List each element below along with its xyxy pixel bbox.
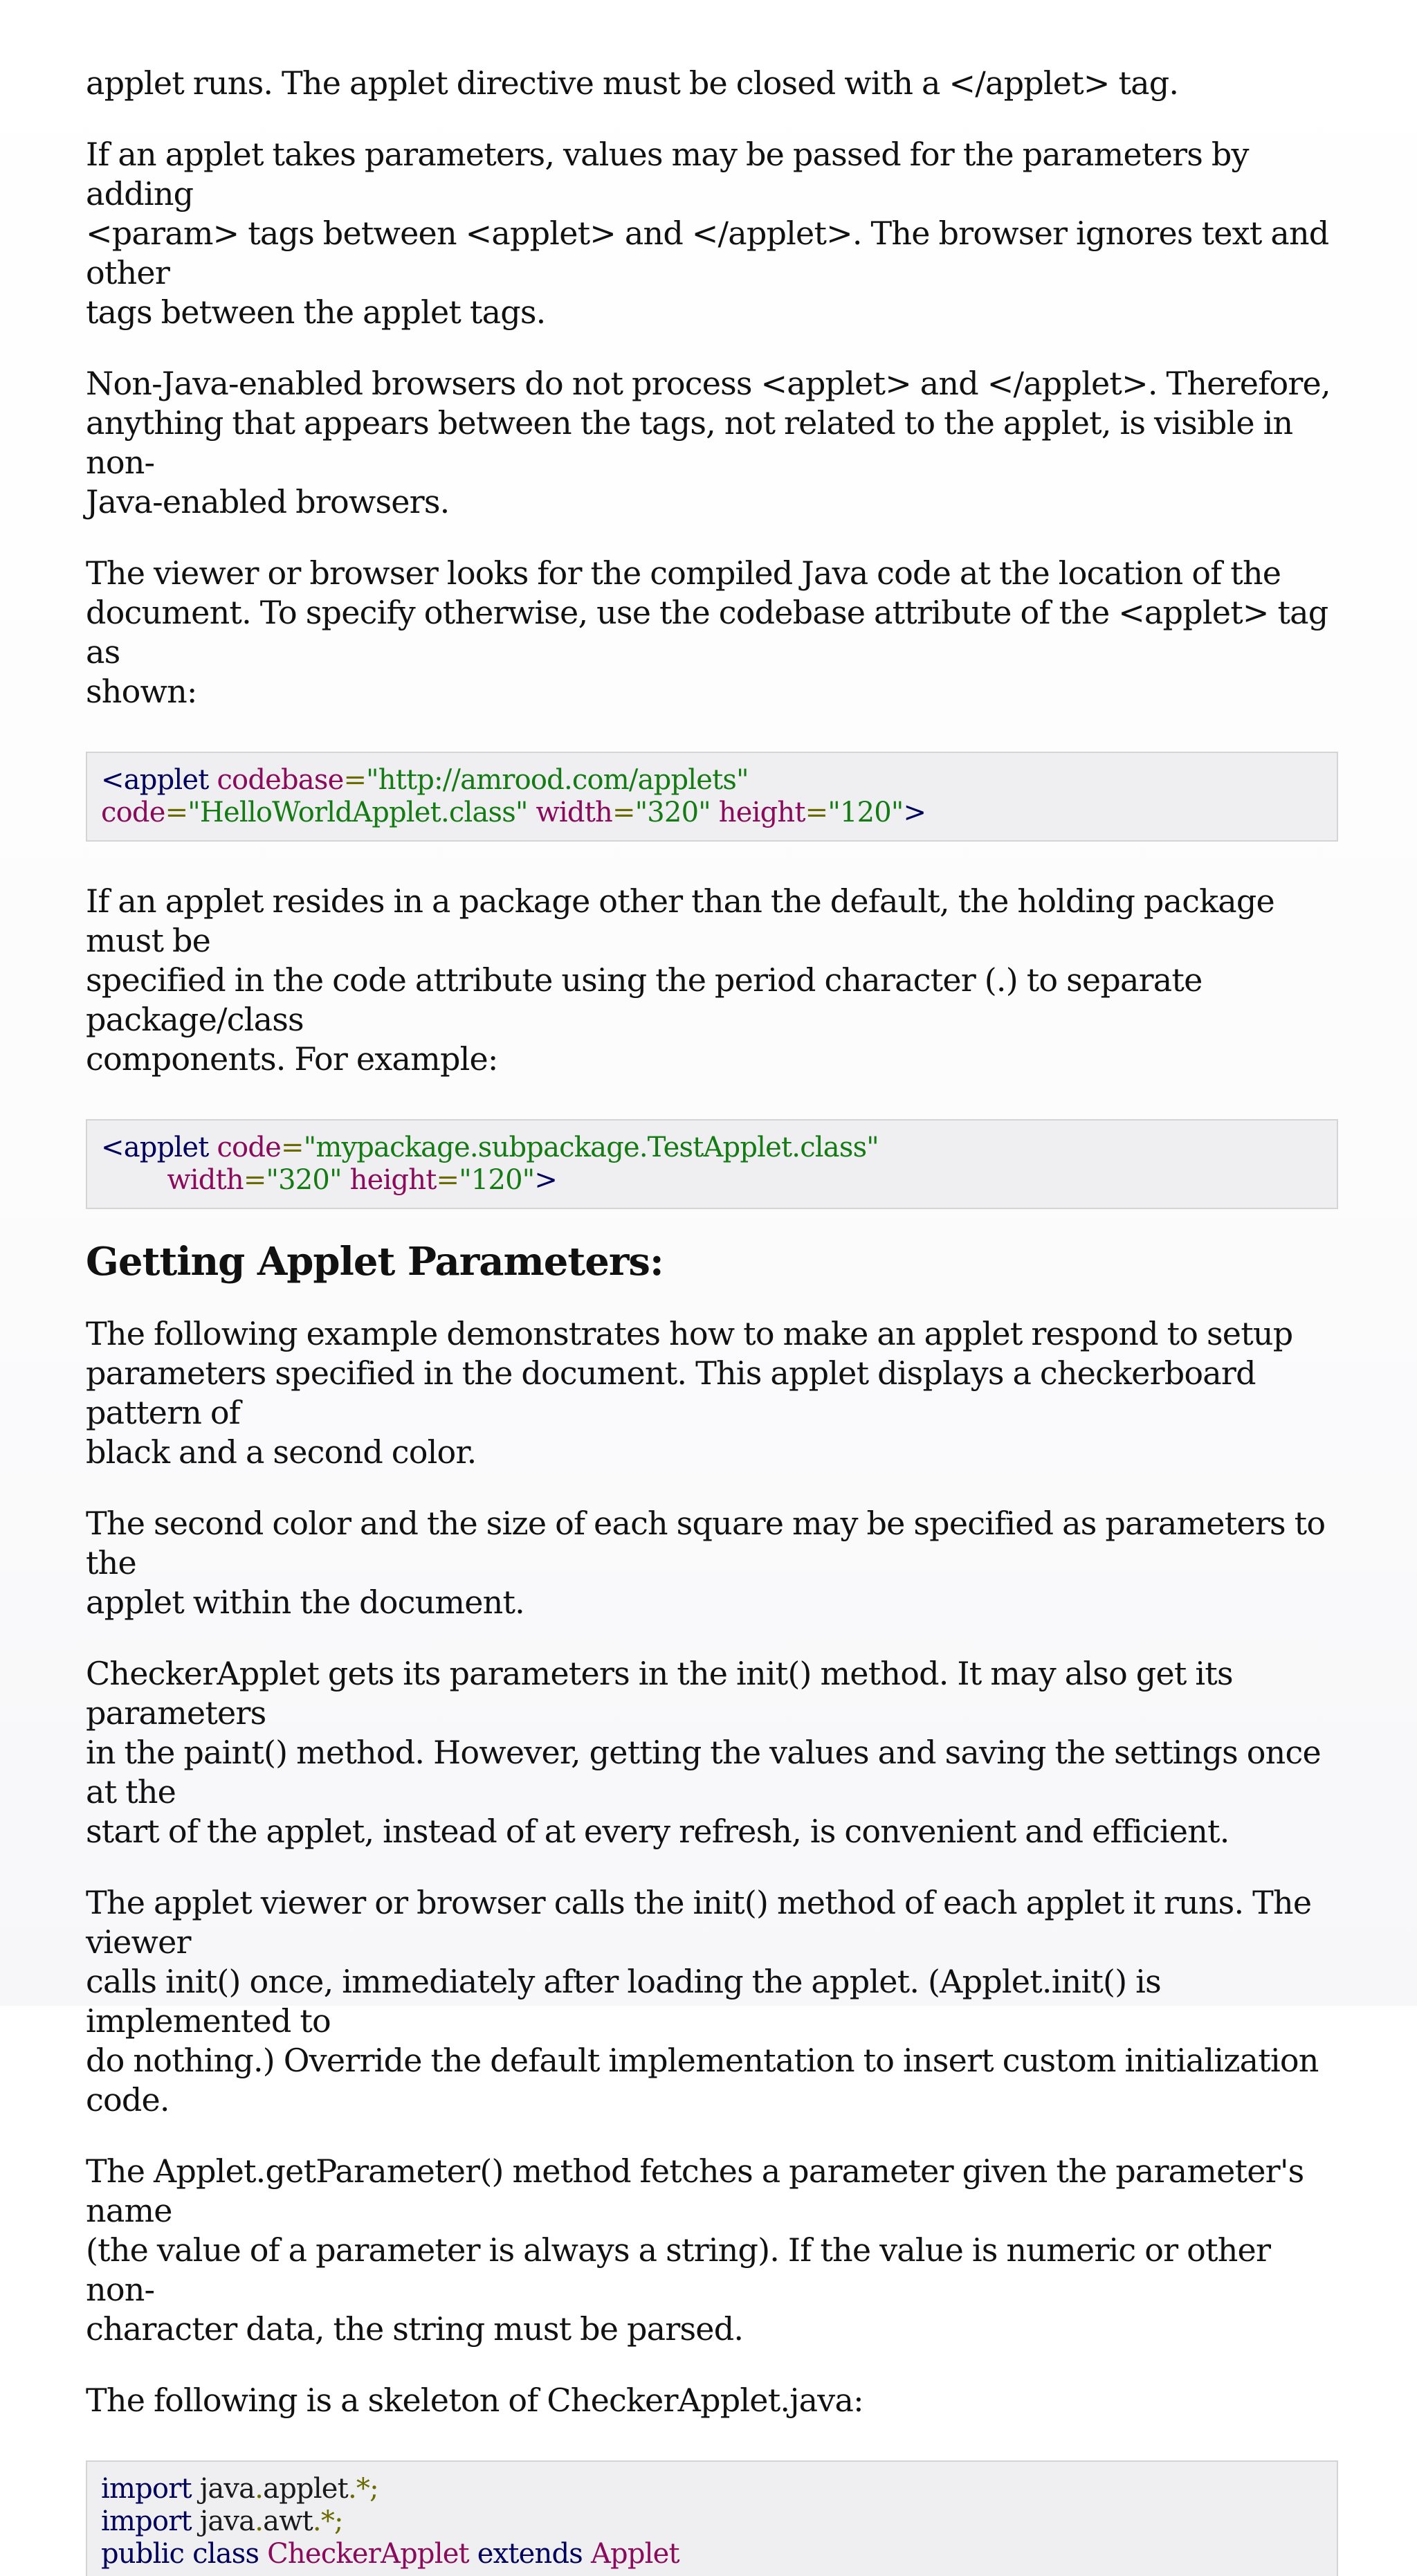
paragraph-non-java-browsers: Non-Java-enabled browsers do not process <applet> and </applet>. Therefore, anything that appears between the tags, not related to the applet, is visible in non- Java-enabled browsers.: [86, 365, 1331, 520]
code-token: width: [167, 1164, 244, 1196]
code-token: =: [243, 1164, 266, 1196]
code-token: <applet: [101, 764, 209, 796]
code-token: code: [217, 1132, 281, 1163]
code-token: =: [165, 797, 188, 828]
code-token: >: [534, 1164, 558, 1196]
paragraph-init-params: CheckerApplet gets its parameters in the init() method. It may also get its parameters in the paint() method. However, getting the values and saving the settings once at the start of the applet, instead of at every refresh, is convenient and efficient.: [86, 1655, 1321, 1850]
paragraph-init-method: The applet viewer or browser calls the init() method of each applet it runs. The viewer calls init() once, immediately after loading the applet. (Applet.init() is implemented to do nothing.) Override the default implementation to insert custom initialization code.: [86, 1884, 1319, 2119]
code-token: import: [101, 2505, 192, 2537]
code-token: =: [436, 1164, 459, 1196]
code-token: code: [101, 797, 165, 828]
code-token: "HelloWorldApplet.class": [188, 797, 528, 828]
code-token: import: [101, 2473, 192, 2505]
code-token: "320": [634, 797, 711, 828]
section-heading: Getting Applet Parameters:: [86, 1239, 664, 1285]
code-token: CheckerApplet: [267, 2538, 469, 2570]
code-token: .*;: [312, 2505, 343, 2537]
code-block-skeleton: [86, 2460, 1338, 2576]
code-token: class: [192, 2538, 259, 2570]
code-token: "http://amrood.com/applets": [366, 764, 749, 796]
code-token: applet: [263, 2473, 348, 2505]
code-token: codebase: [217, 764, 344, 796]
code-token: java: [199, 2473, 255, 2505]
code-token: "120": [828, 797, 904, 828]
page-content: [86, 64, 1338, 2576]
code-token: public: [101, 2538, 185, 2570]
code-token: java: [199, 2505, 255, 2537]
code-token: =: [281, 1132, 304, 1163]
code-token: height: [349, 1164, 437, 1196]
code-block-codebase: [86, 752, 1338, 842]
paragraph-getparameter: The Applet.getParameter() method fetches a parameter given the parameter's name (the value of a parameter is always a string). If the value is numeric or other non- character data, the string must be parsed.: [86, 2152, 1304, 2348]
code-token: <applet: [101, 1132, 209, 1163]
code-token: =: [805, 797, 828, 828]
code-token: .: [255, 2473, 264, 2505]
paragraph-package: If an applet resides in a package other than the default, the holding package must be specified in the code attribute using the period character (.) to separate package/class components. For example:: [86, 882, 1274, 1078]
paragraph-skeleton-intro: The following is a skeleton of CheckerApplet.java:: [86, 2382, 863, 2419]
paragraph-applet-close: applet runs. The applet directive must be closed with a </applet> tag.: [86, 64, 1179, 102]
code-token: Applet: [590, 2538, 679, 2570]
code-block-package: [86, 1119, 1338, 1209]
code-token: height: [718, 797, 805, 828]
code-token: "120": [459, 1164, 535, 1196]
code-token: "320": [266, 1164, 342, 1196]
code-token: =: [612, 797, 635, 828]
paragraph-second-color: The second color and the size of each square may be specified as parameters to the applet within the document.: [86, 1505, 1326, 1621]
code-token: =: [343, 764, 367, 796]
code-token: "mypackage.subpackage.TestApplet.class": [303, 1132, 879, 1163]
code-token: .: [255, 2505, 264, 2537]
paragraph-example-intro: The following example demonstrates how to make an applet respond to setup parameters specified in the document. This applet displays a checkerboard pattern of black and a second color.: [86, 1315, 1293, 1471]
code-token: extends: [477, 2538, 583, 2570]
code-token: awt: [263, 2505, 313, 2537]
paragraph-codebase: The viewer or browser looks for the compiled Java code at the location of the document. To specify otherwise, use the codebase attribute of the <applet> tag as shown:: [86, 554, 1328, 710]
code-token: .*;: [347, 2473, 378, 2505]
code-token: >: [903, 797, 926, 828]
paragraph-applet-params: If an applet takes parameters, values may be passed for the parameters by adding <param> tags between <applet> and </applet>. The browser ignores text and other tags between the applet tags.: [86, 136, 1329, 331]
code-token: width: [536, 797, 612, 828]
